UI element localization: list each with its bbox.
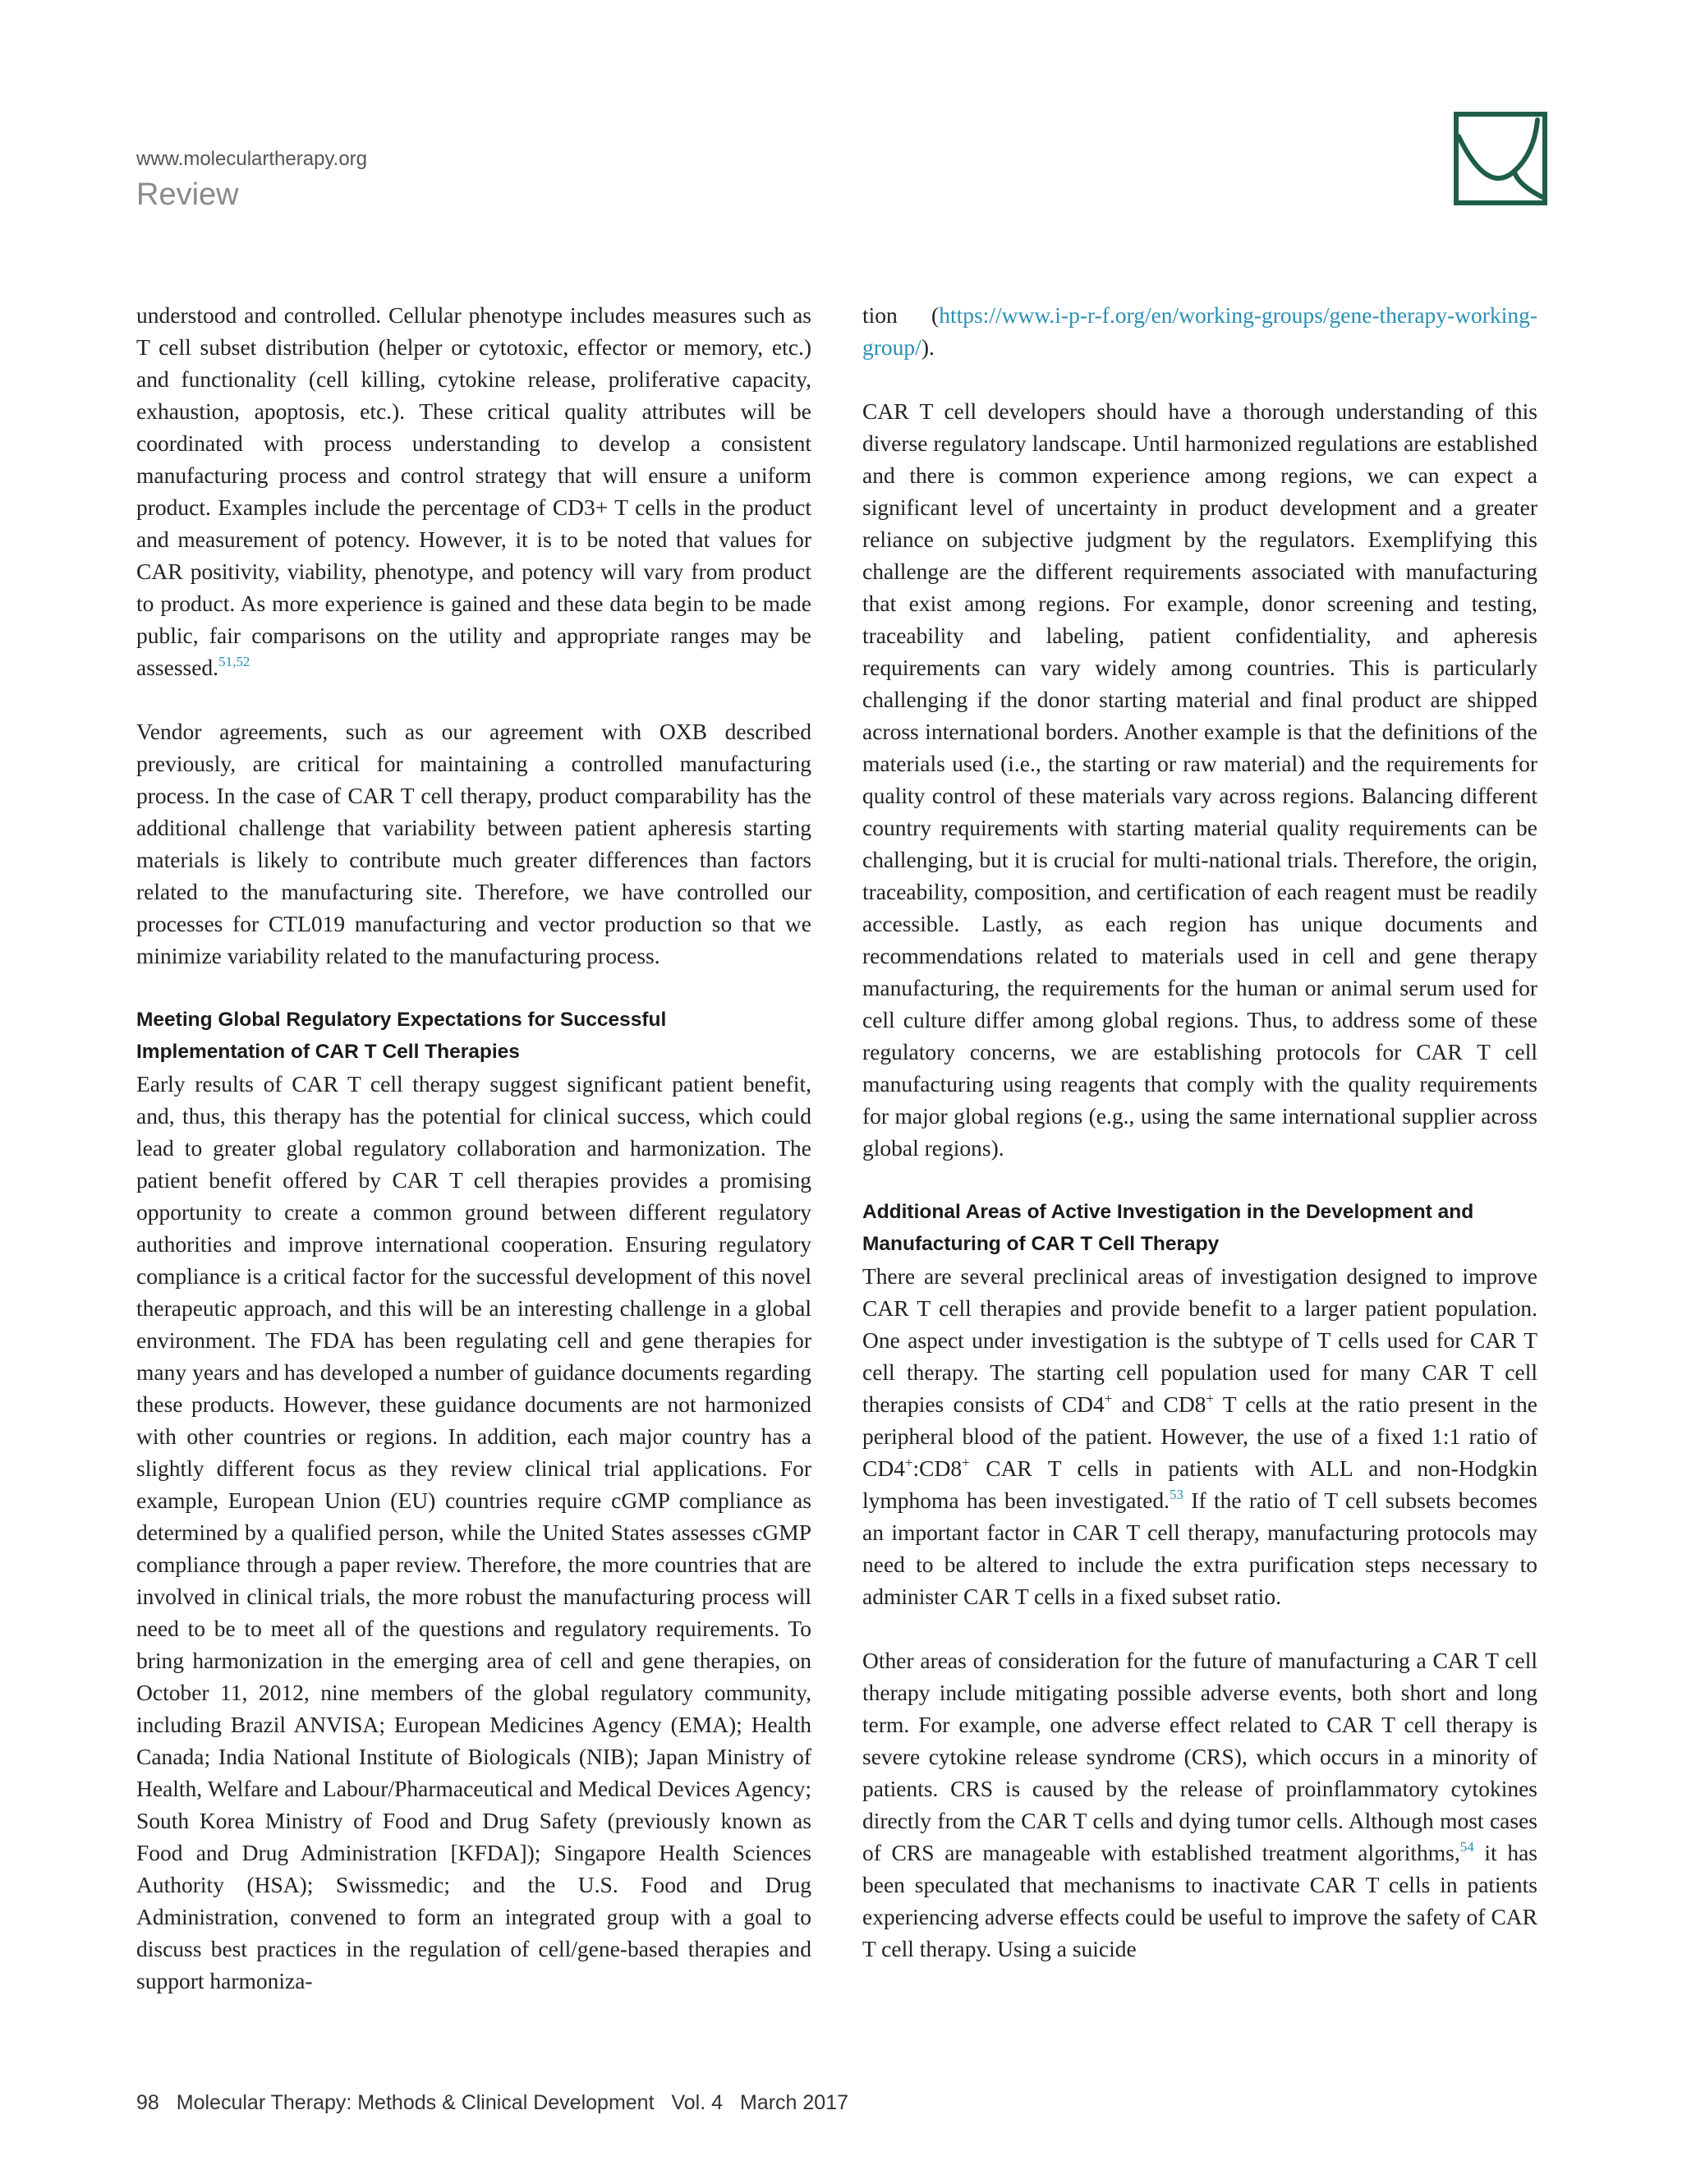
paragraph-text: CAR T cells in patients with ALL and non-Hodgkin lymphoma has been investigated. <box>862 1455 1537 1513</box>
paragraph-text: tion ( <box>862 302 940 328</box>
paragraph: CAR T cell developers should have a thorough understanding of this diverse regulatory landscape. Until harmonized regulations are established and there is common experience among regions, we can expect a significant level of uncertainty in product development and a greater reliance on subjective judgment by the regulators. Exemplifying this challenge are the different requirements associated with manufacturing that exist among regions. For example, donor screening and testing, traceability and labeling, patient confidentiality, and apheresis requirements can vary widely among countries. This is particularly challenging if the donor starting material and final product are shipped across international borders. Another example is that the definitions of the materials used (i.e., the starting or raw material) and the requirements for quality control of these materials vary across regions. Balancing different country requirements with starting material quality requirements can be challenging, but it is crucial for multi-national trials. Therefore, the origin, traceability, composition, and certification of each reagent must be readily accessible. Lastly, as each region has unique documents and recommendations related to materials used in cell and gene therapy manufacturing, the requirements for the human or animal serum used for cell culture differ among global regions. Thus, to address some of these regulatory concerns, we are establishing protocols for CAR T cell manufacturing using reagents that comply with the quality requirements for major global regions (e.g., using the same international supplier across global regions). <box>862 398 1537 1161</box>
journal-logo-icon <box>1454 112 1547 205</box>
paragraph-text: There are several preclinical areas of investigation designed to improve CAR T cell therapies and provide benefit to a larger patient population. One aspect under investigation is the subtype of T cells used for CAR T cell therapy. The starting cell population used for many CAR T cell therapies consists of CD4 <box>862 1263 1537 1417</box>
journal-volume: Vol. 4 <box>671 2091 724 2114</box>
working-group-link[interactable]: https://www.i-p-r-f.org/en/working-groups/gene-therapy-working-group/ <box>862 302 1537 360</box>
reference-citation[interactable]: 54 <box>1459 1839 1474 1855</box>
paragraph-text: T cells at the ratio present in the peripheral blood of the patient. However, the use of a fixed 1:1 ratio of CD4 <box>862 1391 1537 1481</box>
superscript-plus: + <box>904 1455 913 1470</box>
superscript-plus: + <box>962 1455 970 1470</box>
right-column <box>862 299 1537 1965</box>
journal-name: Molecular Therapy: Methods & Clinical Development <box>176 2091 655 2114</box>
paragraph-text: understood and controlled. Cellular phenotype includes measures such as T cell subset distribution (helper or cytotoxic, effector or memory, etc.) and functionality (cell killing, cytokine release, proliferative capacity, exhaustion, apoptosis, etc.). These critical quality attributes will be coordinated with process understanding to develop a consistent manufacturing process and control strategy that will ensure a uniform product. Examples include the percentage of CD3+ T cells in the product and measurement of potency. However, it is to be noted that values for CAR positivity, viability, phenotype, and potency will vary from product to product. As more experience is gained and these data begin to be made public, fair comparisons on the utility and appropriate ranges may be assessed. <box>136 302 811 680</box>
paragraph <box>136 299 811 683</box>
paragraph <box>862 1260 1537 1612</box>
section-heading: Additional Areas of Active Investigation in the Development and Manufacturing of CAR T Cell Therapy <box>862 1201 1474 1255</box>
paragraph: Early results of CAR T cell therapy suggest significant patient benefit, and, thus, this therapy has the potential for clinical success, which could lead to greater global regulatory collaboration and harmonization. The patient benefit offered by CAR T cell therapies provides a promising opportunity to create a common ground between different regulatory authorities and improve international cooperation. Ensuring regulatory compliance is a critical factor for the successful development of this novel therapeutic approach, and this will be an interesting challenge in a global environment. The FDA has been regulating cell and gene therapies for many years and has developed a number of guidance documents regarding these products. However, these guidance documents are not harmonized with other countries or regions. In addition, each major country has a slightly different focus as they review clinical trial applications. For example, European Union (EU) countries require cGMP compliance as determined by a qualified person, while the United States assesses cGMP compliance through a paper review. Therefore, the more countries that are involved in clinical trials, the more robust the manufacturing process will need to be to meet all of the questions and regulatory requirements. To bring harmonization in the emerging area of cell and gene therapies, on October 11, 2012, nine members of the global regulatory community, including Brazil ANVISA; European Medicines Agency (EMA); Health Canada; India National Institute of Biologicals (NIB); Japan Ministry of Health, Welfare and Labour/Pharmaceutical and Medical Devices Agency; South Korea Ministry of Food and Drug Safety (previously known as Food and Drug Administration [KFDA]); Singapore Health Sciences Authority (HSA); Swissmedic; and the U.S. Food and Drug Administration, convened to form an integrated group with a goal to discuss best practices in the regulation of cell/gene-based therapies and support harmoniza- <box>136 1071 811 1993</box>
superscript-plus: + <box>1104 1391 1113 1406</box>
paragraph-text: ). <box>921 334 935 360</box>
page-header <box>136 145 367 215</box>
issue-date: March 2017 <box>740 2091 849 2114</box>
section-label: Review <box>136 177 239 212</box>
paragraph-text: :CD8 <box>912 1455 963 1481</box>
paragraph: Vendor agreements, such as our agreement with OXB described previously, are critical for maintaining a controlled manufacturing process. In the case of CAR T cell therapy, product comparability has the additional challenge that variability between patient apheresis starting materials is likely to contribute much greater differences than factors related to the manufacturing site. Therefore, we have controlled our processes for CTL019 manufacturing and vector production so that we minimize variability related to the manufacturing process. <box>136 719 811 968</box>
page-number: 98 <box>136 2091 159 2114</box>
reference-citation[interactable]: 51,52 <box>218 654 250 669</box>
paragraph <box>862 299 1537 363</box>
paragraph-text: If the ratio of T cell subsets becomes an important factor in CAR T cell therapy, manufacturing protocols may need to be altered to include the extra purification steps necessary to administer CAR T cells in a fixed subset ratio. <box>862 1487 1538 1609</box>
page-footer <box>136 2091 860 2115</box>
reference-citation[interactable]: 53 <box>1169 1487 1183 1502</box>
paragraph-text: Other areas of consideration for the future of manufacturing a CAR T cell therapy include mitigating possible adverse events, both short and long term. For example, one adverse effect related to CAR T cell therapy is severe cytokine release syndrome (CRS), which occurs in a minority of patients. CRS is caused by the release of proinflammatory cytokines directly from the CAR T cells and dying tumor cells. Although most cases of CRS are manageable with established treatment algorithms, <box>862 1648 1537 1865</box>
left-column <box>136 299 811 1997</box>
paragraph-text: it has been speculated that mechanisms to inactivate CAR T cells in patients experiencing adverse effects could be useful to improve the safety of CAR T cell therapy. Using a suicide <box>862 1840 1537 1961</box>
site-url[interactable]: www.moleculartherapy.org <box>136 148 368 170</box>
superscript-plus: + <box>1206 1391 1215 1406</box>
paragraph <box>862 1644 1537 1965</box>
section-heading: Meeting Global Regulatory Expectations for Successful Implementation of CAR T Cell Therapies <box>136 1009 667 1063</box>
paragraph-text: and CD8 <box>1112 1391 1206 1417</box>
